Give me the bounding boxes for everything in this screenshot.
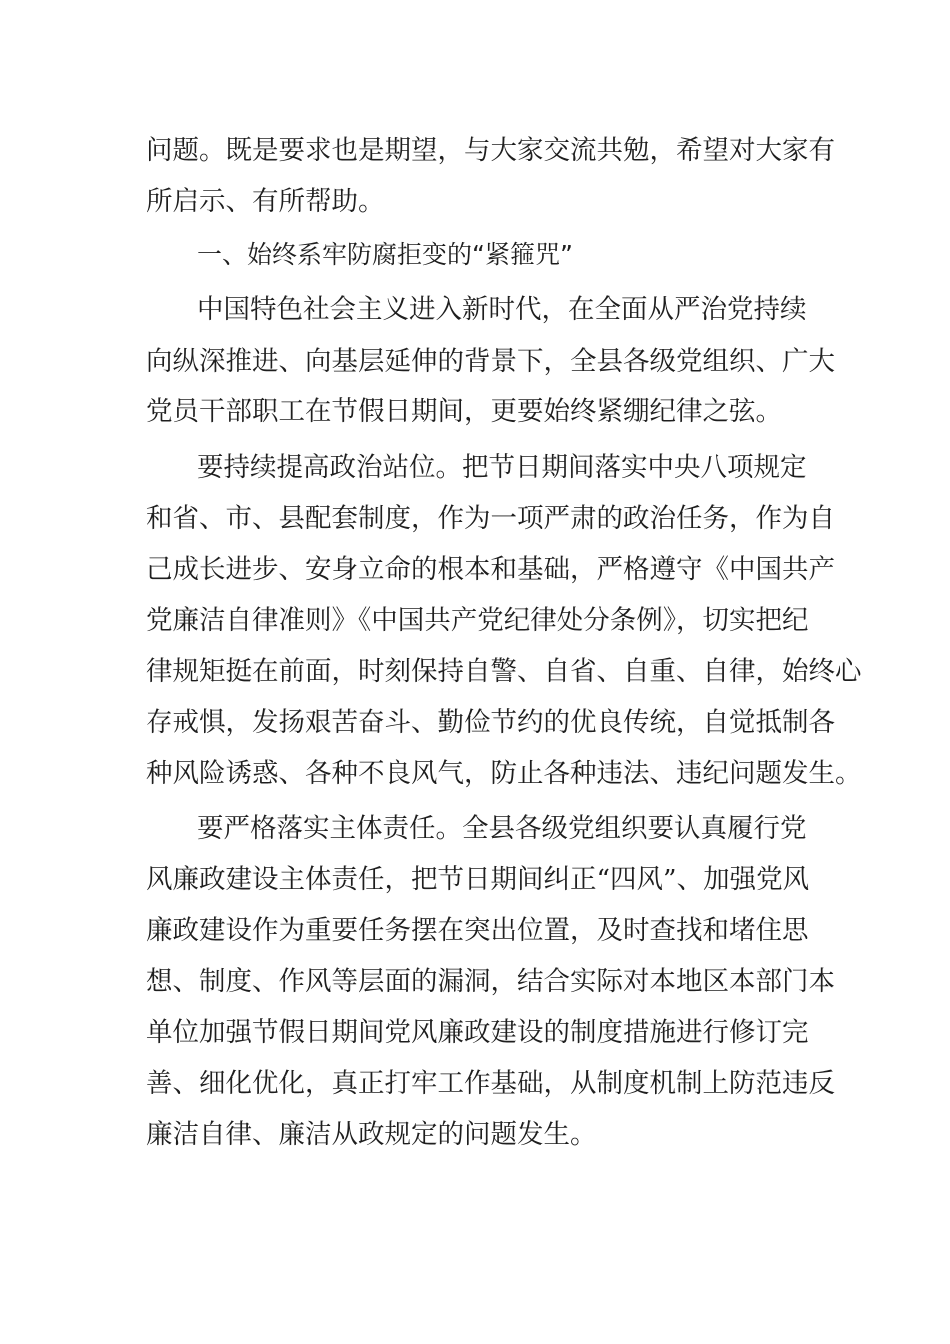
text-line: 和省、市、县配套制度，作为一项严肃的政治任务，作为自 xyxy=(146,503,835,534)
text-line: 要持续提高政治站位。把节日期间落实中央八项规定 xyxy=(197,452,807,483)
text-line: 向纵深推进、向基层延伸的背景下，全县各级党组织、广大 xyxy=(146,346,835,377)
section-heading: 一、始终系牢防腐拒变的“紧箍咒” xyxy=(197,240,573,269)
text-line: 想、制度、作风等层面的漏洞，结合实际对本地区本部门本 xyxy=(146,966,835,997)
text-line: 单位加强节假日期间党风廉政建设的制度措施进行修订完 xyxy=(146,1017,809,1048)
text-line: 己成长进步、安身立命的根本和基础，严格遵守《中国共产 xyxy=(146,554,835,585)
text-line: 廉洁自律、廉洁从政规定的问题发生。 xyxy=(146,1119,597,1150)
text-line: 中国特色社会主义进入新时代，在全面从严治党持续 xyxy=(197,294,807,325)
text-line: 问题。既是要求也是期望，与大家交流共勉，希望对大家有 xyxy=(146,135,835,166)
text-line: 廉政建设作为重要任务摆在突出位置，及时查找和堵住思 xyxy=(146,915,809,946)
text-line: 善、细化优化，真正打牢工作基础，从制度机制上防范违反 xyxy=(146,1068,835,1099)
text-line: 所启示、有所帮助。 xyxy=(146,186,385,217)
text-line: 种风险诱惑、各种不良风气，防止各种违法、违纪问题发生。 xyxy=(146,758,862,789)
text-line: 律规矩挺在前面，时刻保持自警、自省、自重、自律，始终心 xyxy=(146,656,862,687)
text-line: 党员干部职工在节假日期间，更要始终紧绷纪律之弦。 xyxy=(146,396,782,427)
text-line: 存戒惧，发扬艰苦奋斗、勤俭节约的优良传统，自觉抵制各 xyxy=(146,707,835,738)
text-line: 要严格落实主体责任。全县各级党组织要认真履行党 xyxy=(197,813,807,844)
text-line: 党廉洁自律准则》《中国共产党纪律处分条例》，切实把纪 xyxy=(146,605,809,636)
text-line: 风廉政建设主体责任，把节日期间纠正“四风”、加强党风 xyxy=(146,864,810,895)
